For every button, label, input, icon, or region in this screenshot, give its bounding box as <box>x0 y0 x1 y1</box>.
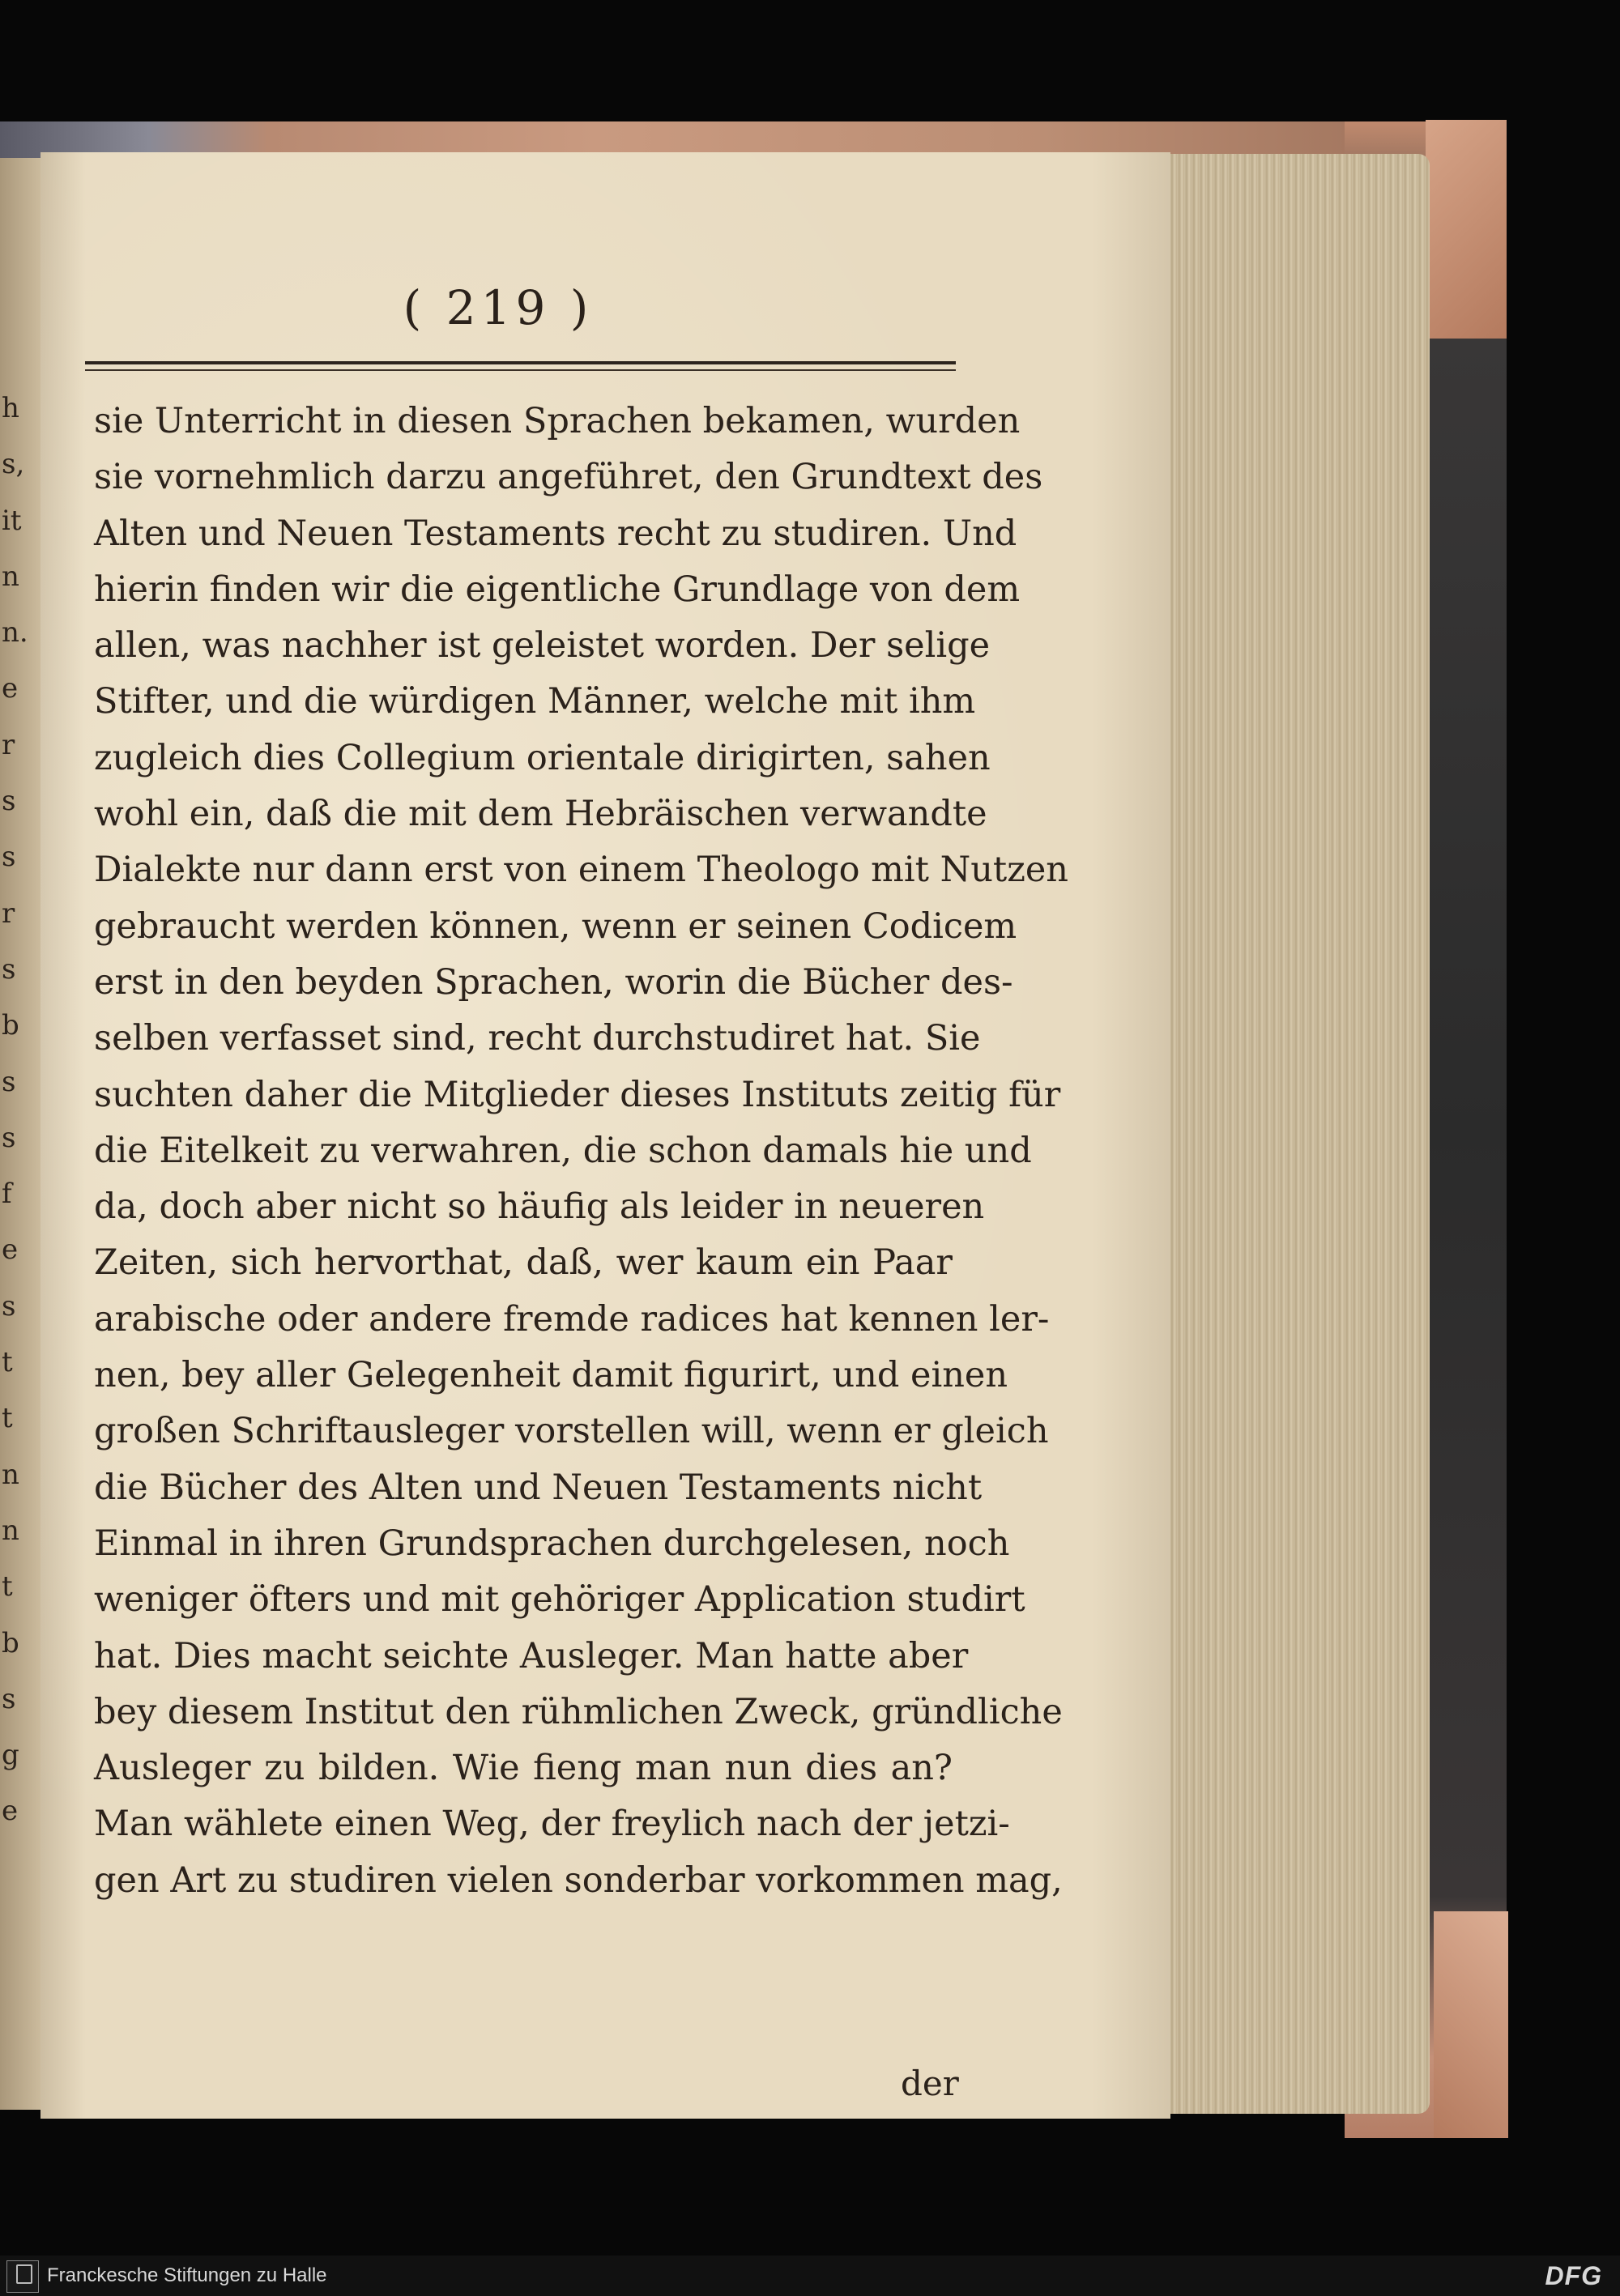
institution-logo <box>6 2260 39 2293</box>
dfg-logo: DFG <box>1545 2261 1602 2290</box>
facing-page-fragments <box>2 381 28 1840</box>
margin-fragment: t <box>2 1346 13 1379</box>
text-line: Man wählete einen Weg, der freylich nach der jetzi- <box>94 1804 1010 1845</box>
text-line: arabische oder andere fremde radices hat kennen ler- <box>94 1298 1050 1340</box>
text-line: suchten daher die Mitglieder dieses Instituts zeitig für <box>94 1074 1061 1115</box>
text-line: Einmal in ihren Grundsprachen durchgelesen, noch <box>94 1523 1010 1564</box>
margin-fragment: n <box>2 1458 19 1491</box>
margin-fragment: r <box>2 897 15 930</box>
margin-fragment: s, <box>2 448 25 481</box>
header-rule-thin <box>85 369 956 371</box>
building-icon <box>16 2264 32 2284</box>
text-line: die Eitelkeit zu verwahren, die schon damals hie und <box>94 1130 1032 1171</box>
header-rule <box>85 361 956 364</box>
margin-fragment: n <box>2 1514 19 1547</box>
text-line: zugleich dies Collegium orientale dirigirten, sahen <box>94 737 991 778</box>
text-line: selben verfasset sind, recht durchstudiret hat. Sie <box>94 1018 981 1059</box>
institution-name: Franckesche Stiftungen zu Halle <box>47 2264 327 2286</box>
margin-fragment: s <box>2 1682 16 1715</box>
margin-fragment: s <box>2 1121 16 1154</box>
margin-fragment: e <box>2 1233 19 1267</box>
text-line: Alten und Neuen Testaments recht zu studiren. Und <box>94 513 1017 554</box>
text-line: die Bücher des Alten und Neuen Testaments nicht <box>94 1467 983 1508</box>
text-line: gebraucht werden können, wenn er seinen Codicem <box>94 905 1017 947</box>
margin-fragment: n. <box>2 616 28 650</box>
margin-fragment: f <box>2 1178 12 1211</box>
catchword: der <box>901 2064 959 2103</box>
text-line: weniger öfters und mit gehöriger Application studirt <box>94 1579 1025 1621</box>
margin-fragment: h <box>2 392 19 424</box>
leather-corner-top <box>1426 120 1507 339</box>
text-line: hierin finden wir die eigentliche Grundlage von dem <box>94 569 1021 610</box>
text-line: gen Art zu studiren vielen sonderbar vorkommen mag, <box>94 1859 1063 1901</box>
text-line: bey diesem Institut den rühmlichen Zweck, gründliche <box>94 1691 1063 1732</box>
margin-fragment: e <box>2 672 19 705</box>
text-line: Ausleger zu bilden. Wie fieng man nun dies an? <box>94 1748 953 1789</box>
margin-fragment: b <box>2 1626 19 1659</box>
margin-fragment: s <box>2 785 16 818</box>
text-line: wohl ein, daß die mit dem Hebräischen verwandte <box>94 794 987 835</box>
text-line: erst in den beyden Sprachen, worin die Bücher des- <box>94 961 1013 1003</box>
text-line: Dialekte nur dann erst von einem Theologo mit Nutzen <box>94 850 1068 891</box>
margin-fragment: s <box>2 841 16 874</box>
text-line: allen, was nachher ist geleistet worden. Der selige <box>94 625 991 667</box>
text-line: großen Schriftausleger vorstellen will, wenn er gleich <box>94 1411 1049 1452</box>
margin-fragment: t <box>2 1402 13 1435</box>
page-number-header: ( 219 ) <box>403 280 594 335</box>
page-block-edge <box>1162 154 1430 2114</box>
text-line: Zeiten, sich hervorthat, daß, wer kaum ein Paar <box>94 1242 953 1284</box>
text-line: sie vornehmlich darzu angeführet, den Grundtext des <box>94 457 1043 498</box>
margin-fragment: s <box>2 1065 16 1098</box>
margin-fragment: s <box>2 1289 16 1323</box>
margin-fragment: s <box>2 952 16 986</box>
margin-fragment: r <box>2 728 15 761</box>
margin-fragment: e <box>2 1795 19 1828</box>
footer-bar <box>0 2256 1620 2296</box>
text-line: hat. Dies macht seichte Ausleger. Man hatte aber <box>94 1635 969 1676</box>
margin-fragment: t <box>2 1570 13 1604</box>
margin-fragment: g <box>2 1739 19 1772</box>
body-text <box>94 394 1068 1909</box>
margin-fragment: n <box>2 560 19 593</box>
leather-corner-bottom <box>1434 1911 1508 2138</box>
margin-fragment: b <box>2 1009 19 1042</box>
book-page <box>40 152 1170 2119</box>
margin-fragment: it <box>2 504 22 537</box>
text-line: nen, bey aller Gelegenheit damit figurirt, und einen <box>94 1355 1008 1396</box>
text-line: sie Unterricht in diesen Sprachen bekamen, wurden <box>94 401 1021 441</box>
text-line: Stifter, und die würdigen Männer, welche mit ihm <box>94 681 976 722</box>
text-line: da, doch aber nicht so häufig als leider in neueren <box>94 1186 985 1228</box>
